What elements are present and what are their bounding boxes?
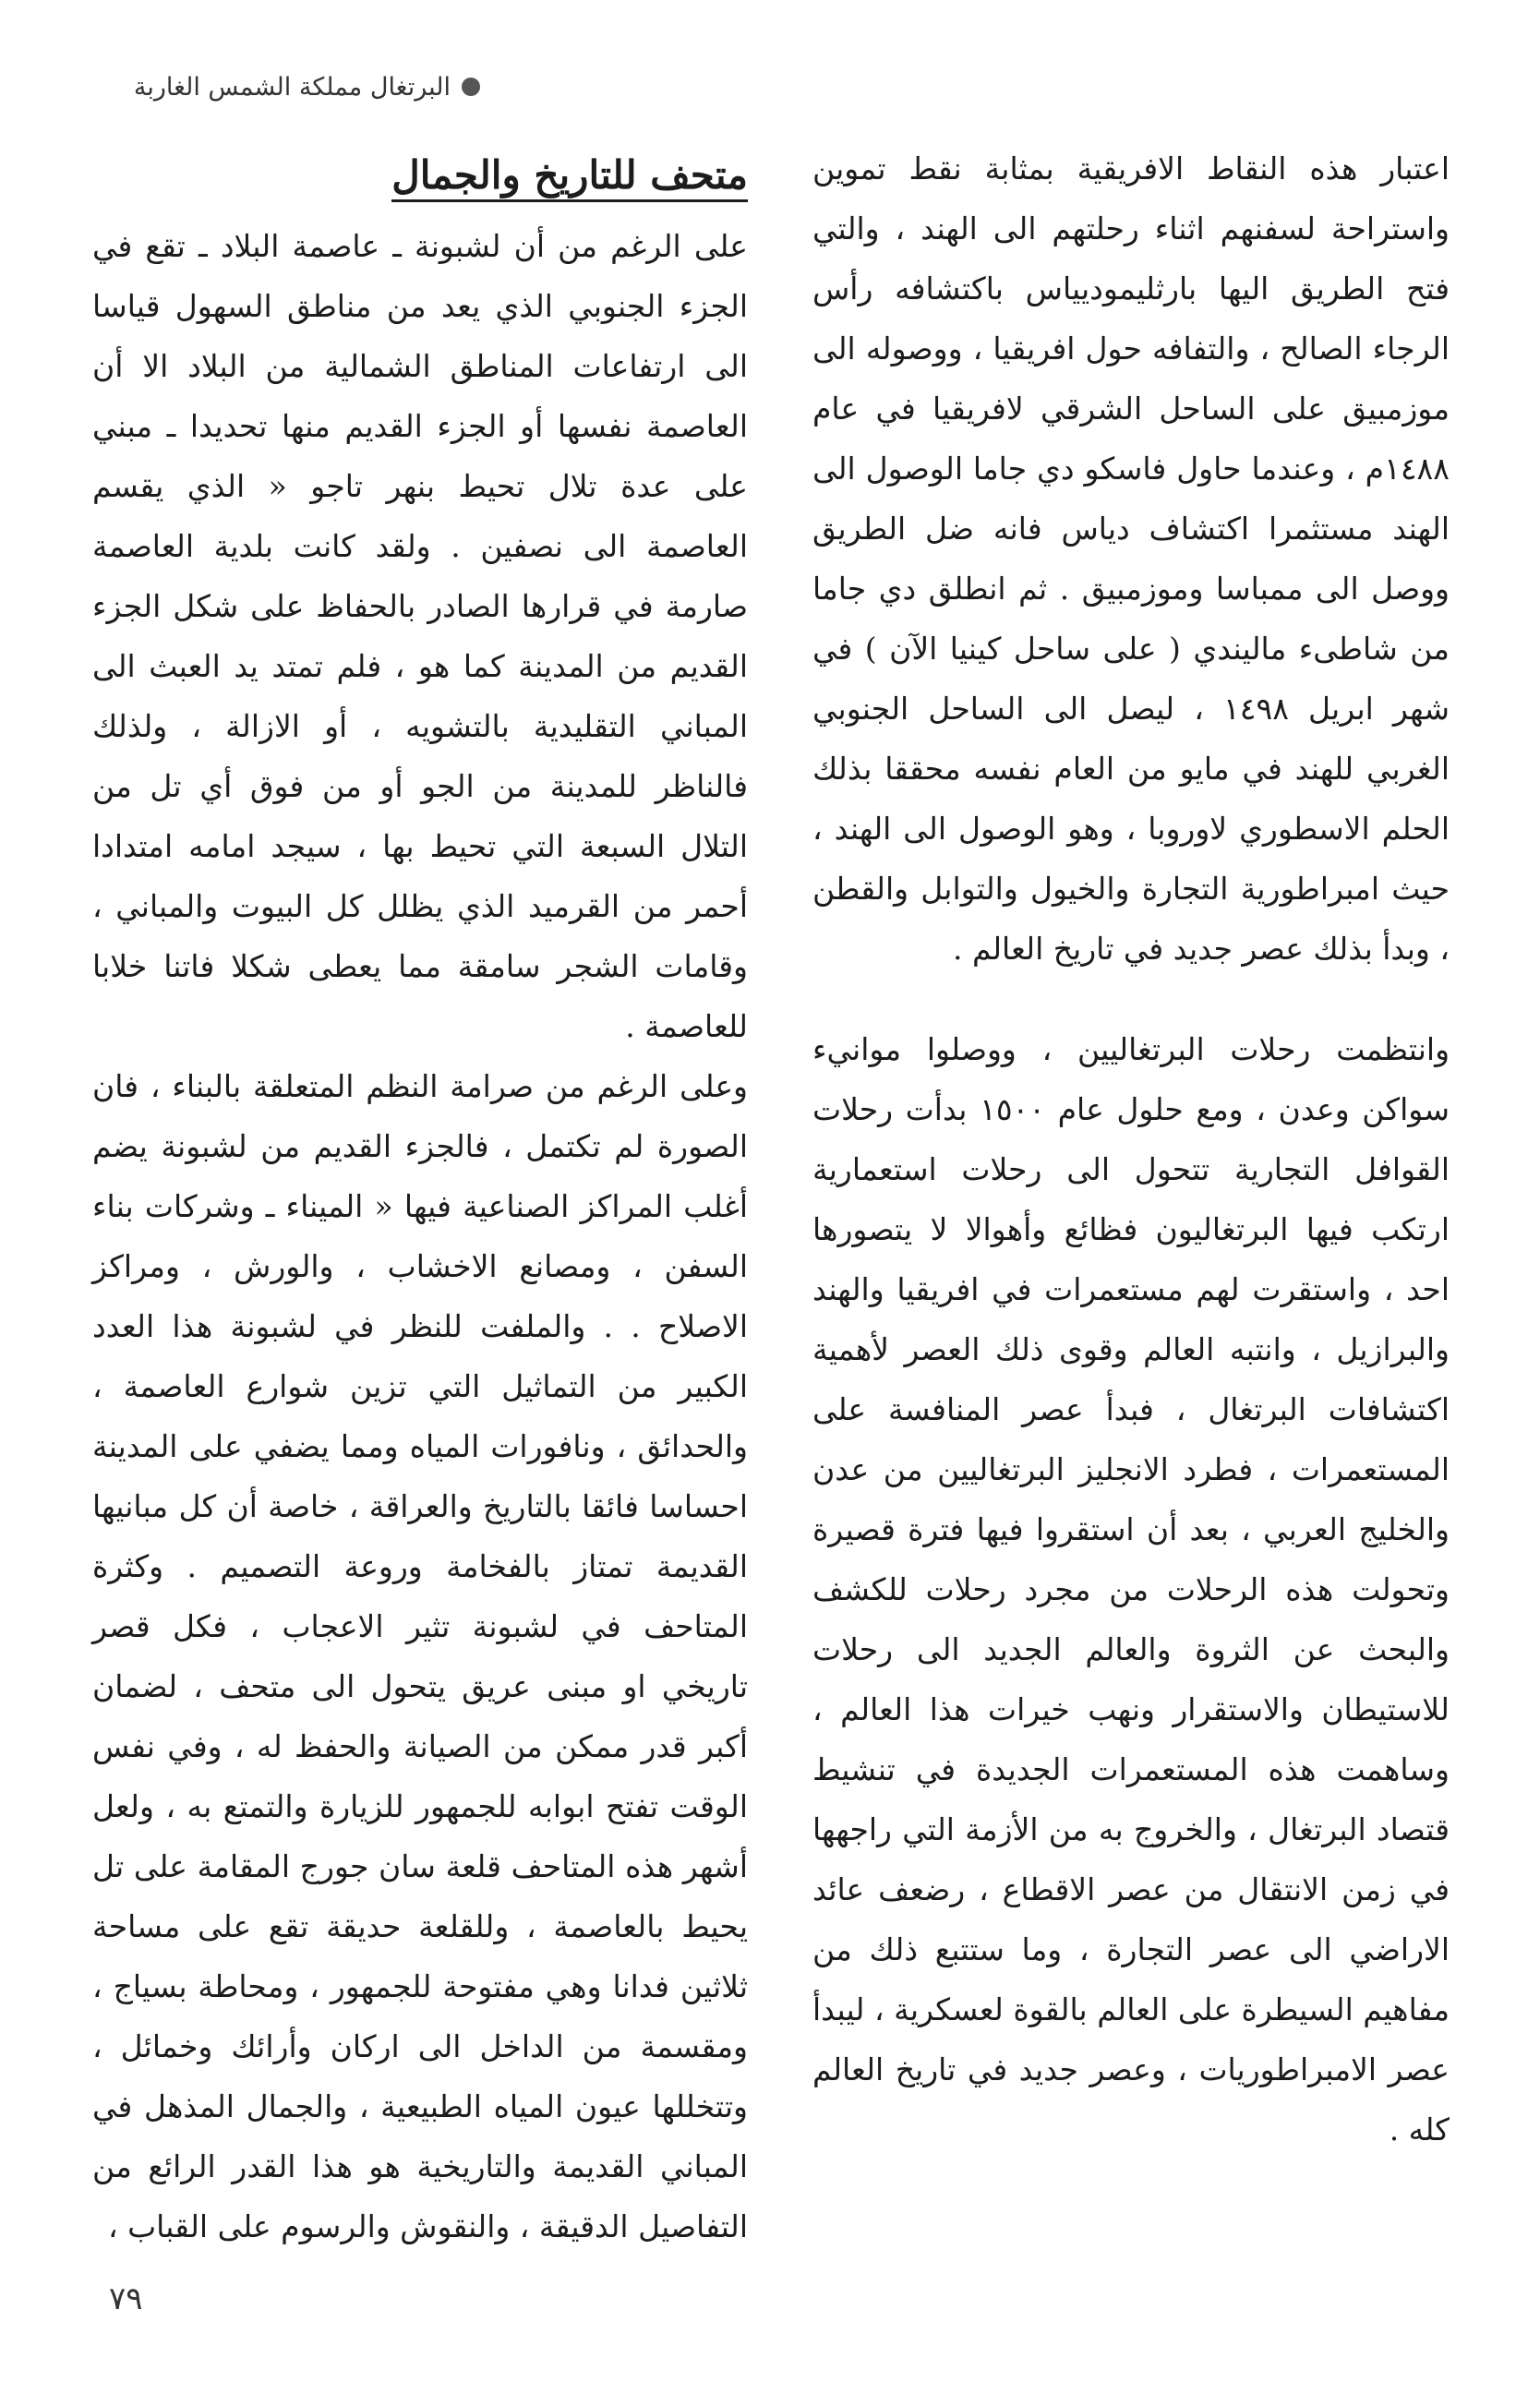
running-header: [83, 66, 480, 107]
body-paragraph: على الرغم من أن لشبونة ـ عاصمة البلاد ـ تقع في الجزء الجنوبي الذي يعد من مناطق السهول قياسا الى ارتفاعات المناطق الشمالية من البلاد الا أن العاصمة نفسها أو الجزء القديم منها تحديدا ـ مبني على عدة تلال تحيط بنهر تاجو « الذي يقسم العاصمة الى نصفين . ولقد كانت بلدية العاصمة صارمة في قرارها الصادر بالحفاظ على شكل الجزء القديم من المدينة كما هو ، فلم تمتد يد العبث الى المباني التقليدية بالتشويه ، أو الازالة ، ولذلك فالناظر للمدينة من الجو أو من فوق أي تل من التلال السبعة التي تحيط بها ، سيجد امامه امتدادا أحمر من القرميد الذي يظلل كل البيوت والمباني ، وقامات الشجر سامقة مما يعطى شكلا فاتنا خلابا للعاصمة .: [92, 228, 748, 1044]
page-number: ٧٩: [109, 2280, 143, 2317]
body-paragraph: اعتبار هذه النقاط الافريقية بمثابة نقط تموين واستراحة لسفنهم اثناء رحلتهم الى الهند ، والتي فتح الطريق اليها بارثليموديياس باكتشافه رأس الرجاء الصالح ، والتفافه حول افريقيا ، ووصوله الى موزمبيق على الساحل الشرقي لافريقيا في عام ١٤٨٨م ، وعندما حاول فاسكو دي جاما الوصول الى الهند مستثمرا اكتشاف دياس فانه ضل الطريق ووصل الى ممباسا وموزمبيق . ثم انطلق دي جاما من شاطىء ماليندي ( على ساحل كينيا الآن ) في شهر ابريل ١٤٩٨ ، ليصل الى الساحل الجنوبي الغربي للهند في مايو من العام نفسه محققا بذلك الحلم الاسطوري لاوروبا ، وهو الوصول الى الهند ، حيث امبراطورية التجارة والخيول والتوابل والقطن ، وبدأ بذلك عصر جديد في تاريخ العالم .: [812, 150, 1450, 967]
body-paragraph: وانتظمت رحلات البرتغاليين ، ووصلوا موانيء سواكن وعدن ، ومع حلول عام ١٥٠٠ بدأت رحلات القوافل التجارية تتحول الى رحلات استعمارية ارتكب فيها البرتغاليون فظائع وأهوالا لا يتصورها احد ، واستقرت لهم مستعمرات في افريقيا والهند والبرازيل ، وانتبه العالم وقوى ذلك العصر لأهمية اكتشافات البرتغال ، فبدأ عصر المنافسة على المستعمرات ، فطرد الانجليز البرتغاليين من عدن والخليج العربي ، بعد أن استقروا فيها فترة قصيرة وتحولت هذه الرحلات من مجرد رحلات للكشف والبحث عن الثروة والعالم الجديد الى رحلات للاستيطان والاستقرار ونهب خيرات هذا العالم ، وساهمت هذه المستعمرات الجديدة في تنشيط قتصاد البرتغال ، والخروج به من الأزمة التي راجهها في زمن الانتقال من عصر الاقطاع ، رضعف عائد الاراضي الى عصر التجارة ، وما ستتبع ذلك من مفاهيم السيطرة على العالم بالقوة لعسكرية ، ليبدأ عصر الامبراطوريات ، وعصر جديد في تاريخ العالم كله .: [812, 1031, 1450, 2147]
left-column: [92, 138, 748, 2256]
section-title: [92, 138, 748, 212]
right-column: [812, 138, 1450, 2159]
running-title: البرتغال مملكة الشمس الغاربة: [133, 72, 451, 102]
bullet-icon: [462, 78, 480, 96]
section-title-text: متحف للتاريخ والجمال: [391, 152, 748, 202]
body-paragraph: وعلى الرغم من صرامة النظم المتعلقة بالبناء ، فان الصورة لم تكتمل ، فالجزء القديم من لشبونة يضم أغلب المراكز الصناعية فيها « الميناء ـ وشركات بناء السفن ، ومصانع الاخشاب ، والورش ، ومراكز الاصلاح . . والملفت للنظر في لشبونة هذا العدد الكبير من التماثيل التي تزين شوارع العاصمة ، والحدائق ، ونافورات المياه ومما يضفي على المدينة احساسا فائقا بالتاريخ والعراقة ، خاصة أن كل مبانيها القديمة تمتاز بالفخامة وروعة التصميم . وكثرة المتاحف في لشبونة تثير الاعجاب ، فكل قصر تاريخي او مبنى عريق يتحول الى متحف ، لضمان أكبر قدر ممكن من الصيانة والحفظ له ، وفي نفس الوقت تفتح ابوابه للجمهور للزيارة والتمتع به ، ولعل أشهر هذه المتاحف قلعة سان جورج المقامة على تل يحيط بالعاصمة ، وللقلعة حديقة تقع على مساحة ثلاثين فدانا وهي مفتوحة للجمهور ، ومحاطة بسياج ، ومقسمة من الداخل الى اركان وأرائك وخمائل ، وتتخللها عيون المياه الطبيعية ، والجمال المذهل في المباني القديمة والتاريخية هو هذا القدر الرائع من التفاصيل الدقيقة ، والنقوش والرسوم على القباب ،: [92, 1068, 748, 2244]
